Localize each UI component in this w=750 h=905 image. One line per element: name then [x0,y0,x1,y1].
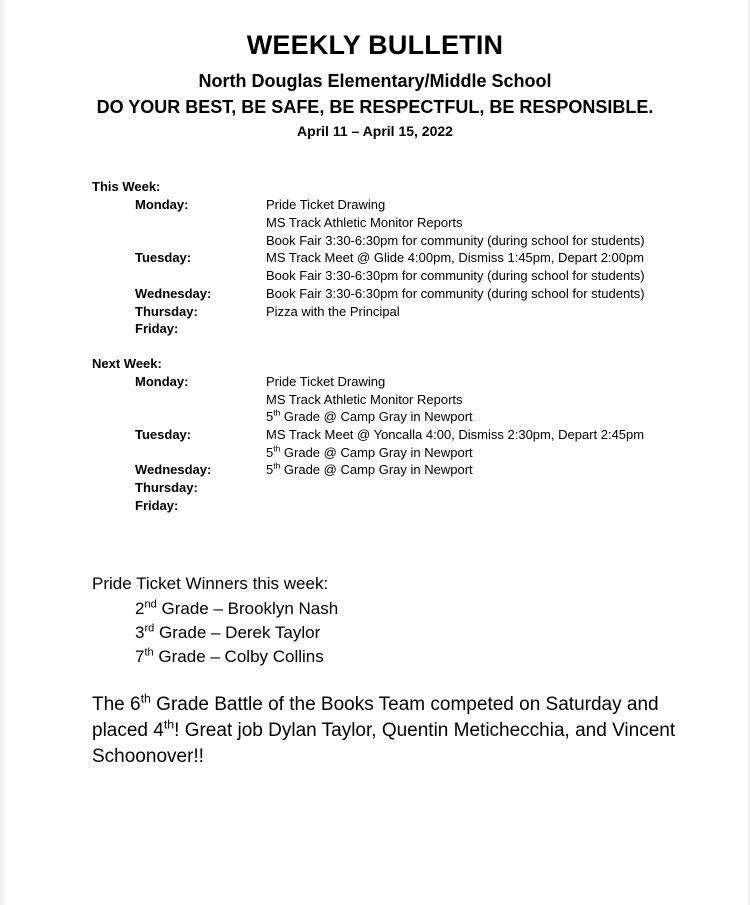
next-week-wednesday-label: Wednesday: [135,462,212,477]
school-motto: DO YOUR BEST, BE SAFE, BE RESPECTFUL, BE RESPONSIBLE. [96,97,654,117]
next-week-thursday-label: Thursday: [135,480,198,495]
this-week-tuesday-event: Book Fair 3:30-6:30pm for community (during school for students) [266,268,645,283]
school-name: North Douglas Elementary/Middle School [198,71,552,91]
next-week-tuesday-camp-event: 5th Grade @ Camp Gray in Newport [266,443,473,460]
this-week-friday-label: Friday: [135,321,179,336]
this-week-monday-event: Book Fair 3:30-6:30pm for community (during school for students) [266,233,645,248]
this-week-wednesday-event: Book Fair 3:30-6:30pm for community (during school for students) [266,286,645,301]
next-week-monday-event: Pride Ticket Drawing [266,374,386,389]
next-week-label: Next Week: [92,356,162,371]
this-week-tuesday-label: Tuesday: [135,250,192,265]
bulletin-dates: April 11 – April 15, 2022 [297,123,453,139]
next-week-wednesday-camp-event: 5th Grade @ Camp Gray in Newport [266,460,473,477]
bulletin-title: WEEKLY BULLETIN [246,30,504,60]
this-week-label: This Week: [92,179,161,194]
next-week-monday-camp-event: 5th Grade @ Camp Gray in Newport [266,407,473,424]
winner-item: 7th Grade – Colby Collins [135,646,324,666]
this-week-wednesday-label: Wednesday: [135,286,212,301]
this-week-thursday-label: Thursday: [135,304,198,319]
this-week-thursday-event: Pizza with the Principal [266,304,400,319]
this-week-monday-event: Pride Ticket Drawing [266,197,386,212]
next-week-friday-label: Friday: [135,498,179,513]
next-week-tuesday-label: Tuesday: [135,427,192,442]
this-week-monday-event: MS Track Athletic Monitor Reports [266,215,463,230]
winner-item: 2nd Grade – Brooklyn Nash [135,598,339,618]
battle-of-books-announcement: The 6th Grade Battle of the Books Team competed on Saturday and placed 4th! Great job Dylan Taylor, Quentin Metichecchia, and Vincent Schoonover!! [92,691,676,767]
winners-title: Pride Ticket Winners this week: [92,574,329,593]
winner-item: 3rd Grade – Derek Taylor [135,622,321,642]
this-week-monday-label: Monday: [135,197,189,212]
this-week-tuesday-event: MS Track Meet @ Glide 4:00pm, Dismiss 1:45pm, Depart 2:00pm [266,250,645,265]
next-week-monday-event: MS Track Athletic Monitor Reports [266,392,463,407]
next-week-tuesday-event: MS Track Meet @ Yoncalla 4:00, Dismiss 2:30pm, Depart 2:45pm [266,427,645,442]
next-week-monday-label: Monday: [135,374,189,389]
